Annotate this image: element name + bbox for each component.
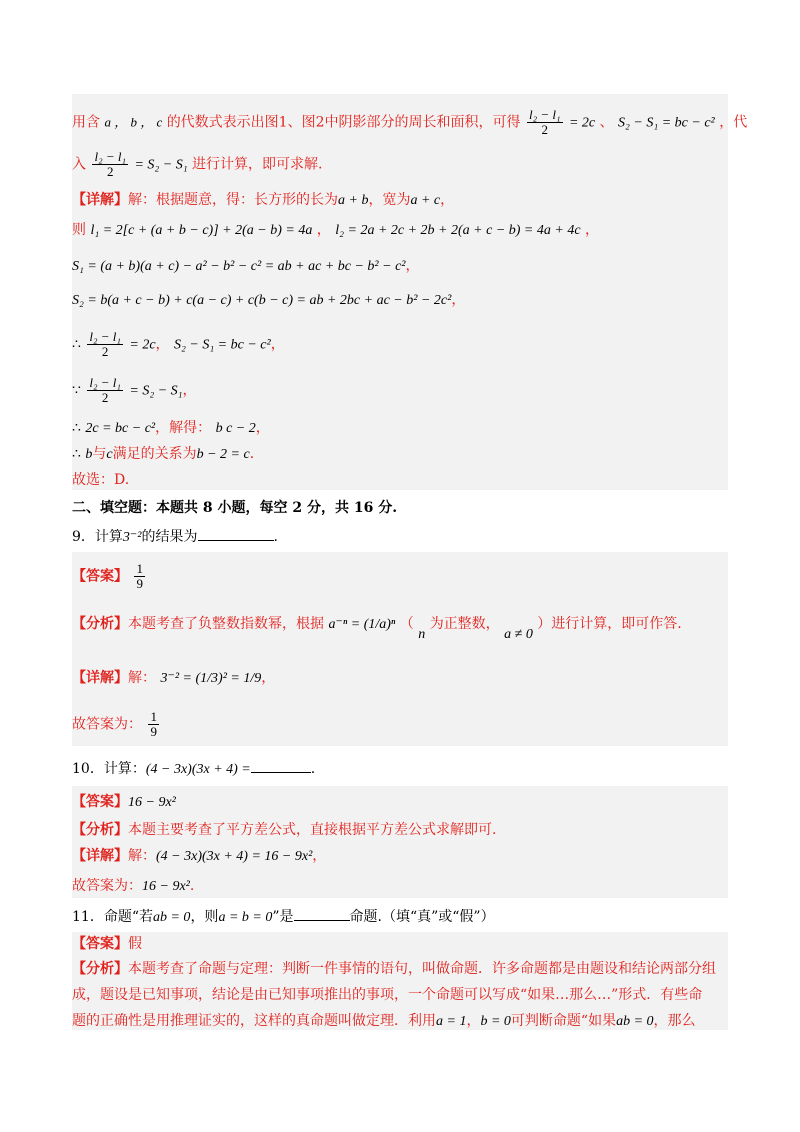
q9-final: 故答案为： $\frac{1}{9}$ bbox=[72, 709, 157, 739]
q11-analysis-line-3: 题的正确性是用推理证实的，这样的真命题叫做定理．利用a = 1，b = 0可判断命题“如果ab = 0，那么 bbox=[72, 1013, 696, 1029]
s1-line: S₁ = (a + b)(a + c) − a² − b² − c² = ab + ac + bc − b² − c²， bbox=[72, 258, 420, 274]
choose-line: 故选：D. bbox=[72, 472, 130, 488]
therefore-line-1: ∴ $\frac{\text{l₂ − l₁}}{2}$ = 2c， S₂ − S₁ = bc − c²， bbox=[72, 329, 285, 359]
q11-stem: 11．命题“若ab = 0，则a = b = 0”是 命题.（填“真”或“假”） bbox=[72, 906, 495, 928]
therefore-line-3: ∴ b与c满足的关系为b − 2 = c． bbox=[72, 446, 264, 462]
q9-answer: 【答案】 $\frac{1}{9}$ bbox=[72, 561, 143, 591]
q11-analysis bbox=[72, 956, 728, 1035]
q11-answer: 【答案】假 bbox=[72, 936, 142, 952]
q10-answer: 【答案】16 − 9x² bbox=[72, 794, 176, 810]
solution-block-q9 bbox=[72, 552, 728, 746]
q10-detail: 【详解】解：(4 − 3x)(3x + 4) = 16 − 9x²， bbox=[72, 848, 327, 864]
q10-stem: 10．计算：(4 − 3x)(3x + 4) = . bbox=[72, 758, 315, 780]
q9-detail: 【详解】解： 3⁻² = (1/3)² = 1/9， bbox=[72, 670, 276, 686]
q11-analysis-line-2: 成，题设是已知事项，结论是由已知事项推出的事项，一个命题可以写成“如果…那么…”形式．有些命 bbox=[72, 987, 703, 1003]
top-line-1: 用含 a ， b ， c 的代数式表示出图1、图2中阴影部分的周长和面积，可得 $\frac{\text{l₂ − l₁}}{2}$ = 2c 、 S₂ − S₁ = bc − c² ，代 bbox=[72, 107, 748, 137]
answer-blank bbox=[251, 758, 311, 773]
answer-blank bbox=[294, 906, 350, 921]
q10-final: 故答案为：16 − 9x². bbox=[72, 878, 195, 894]
q11-analysis-line-1: 【分析】本题考查了命题与定理：判断一件事情的语句，叫做命题．许多命题都是由题设和结论两部分组 bbox=[72, 961, 716, 977]
q9-analysis: 【分析】本题考查了负整数指数幂，根据 a⁻ⁿ = (1/a)ⁿ （ n 为正整数， a ≠ 0 ）进行计算，即可作答. bbox=[72, 616, 682, 642]
q9-stem: 9．计算3⁻²的结果为 . bbox=[72, 526, 278, 548]
because-line: ∵ $\frac{\text{l₂ − l₁}}{2}$ = S₂ − S₁， bbox=[72, 375, 197, 405]
q10-analysis: 【分析】本题主要考查了平方差公式，直接根据平方差公式求解即可. bbox=[72, 822, 497, 838]
s2-line: S₂ = b(a + c − b) + c(a − c) + c(b − c) = ab + 2bc + ac − b² − 2c²， bbox=[72, 292, 466, 308]
top-line-2: 入 $\frac{\text{l₂ − l₁}}{2}$ = S₂ − S₁ 进行计算，即可求解. bbox=[72, 149, 323, 179]
therefore-line-2: ∴ 2c = bc − c²，解得： b c − 2， bbox=[72, 420, 270, 436]
section-heading: 二、填空题：本题共 8 小题，每空 2 分，共 16 分. bbox=[72, 500, 398, 516]
l-line: 则 l₁ = 2[c + (a + b − c)] + 2(a − b) = 4a ， l₂ = 2a + 2c + 2b + 2(a + c − b) = 4a + 4c ， bbox=[72, 222, 599, 238]
answer-blank bbox=[198, 526, 274, 541]
detail-line: 【详解】解：根据题意，得：长方形的长为a + b，宽为a + c， bbox=[72, 192, 455, 208]
